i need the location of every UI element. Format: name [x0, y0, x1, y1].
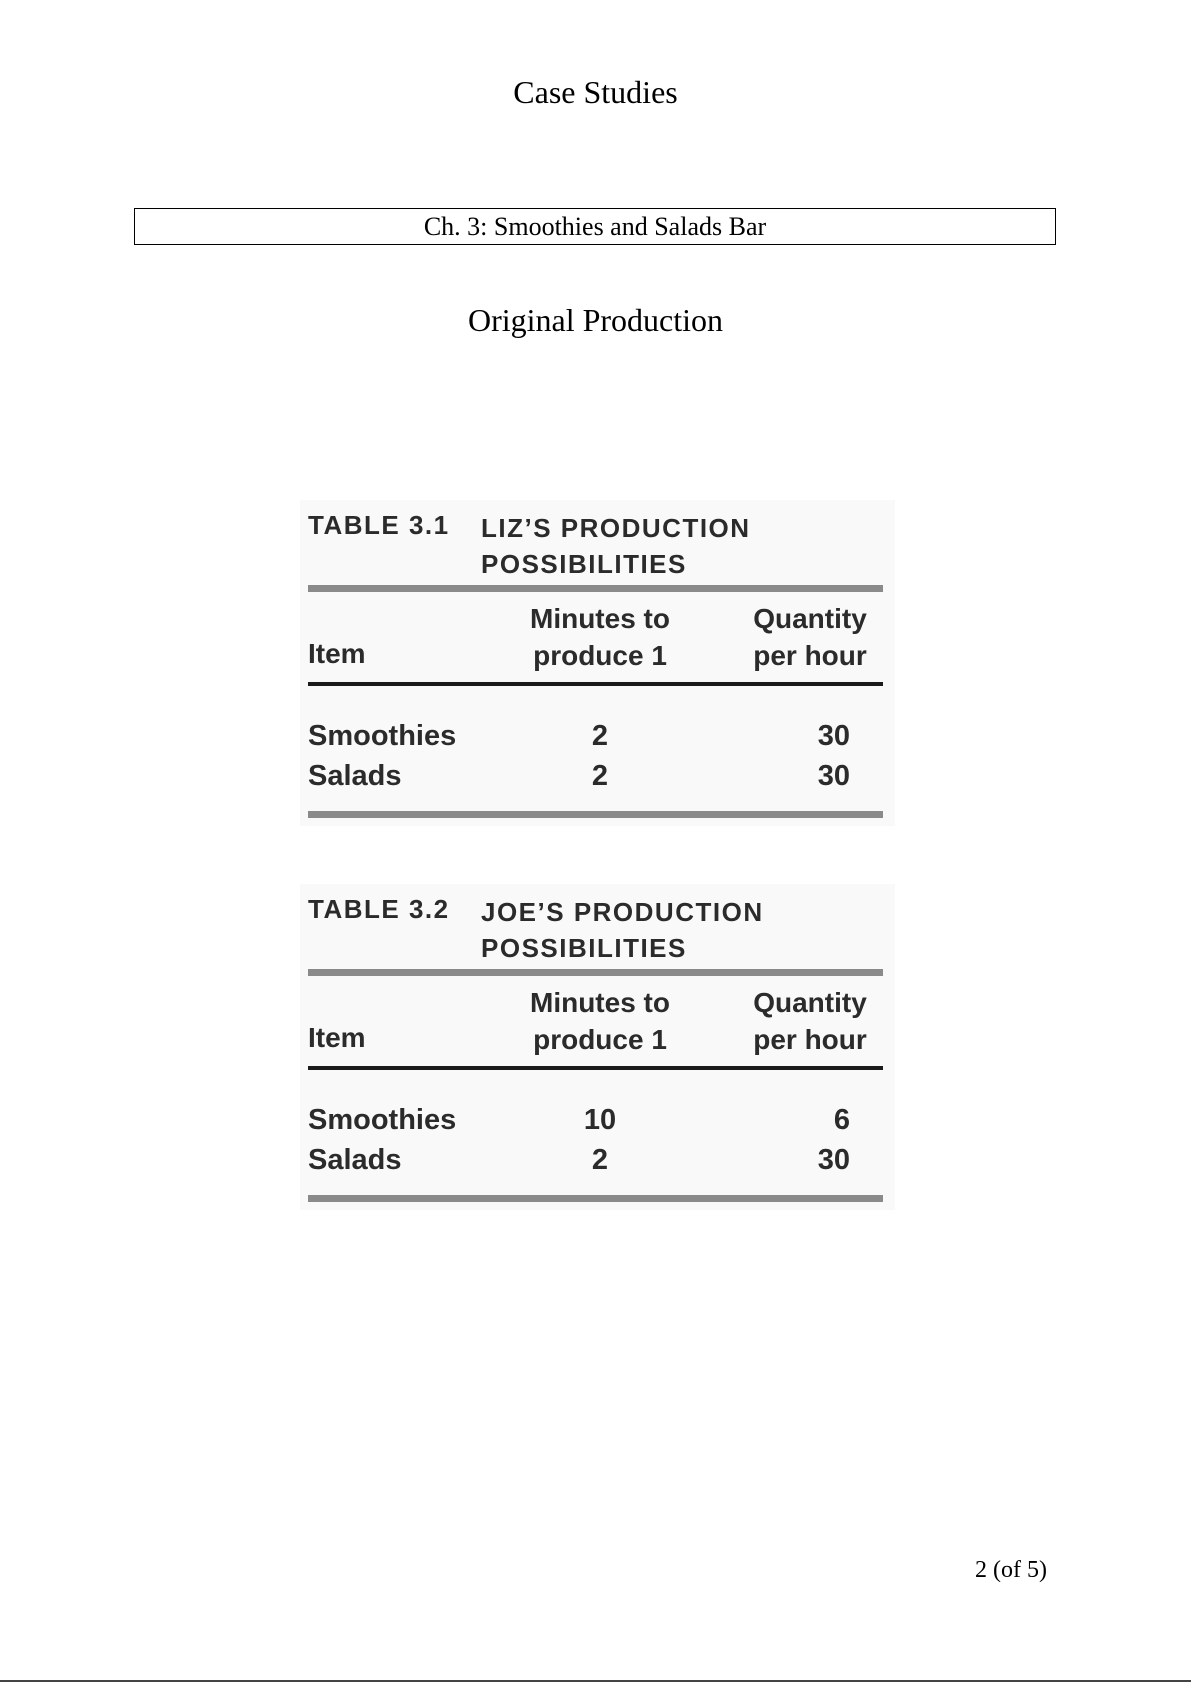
header-minutes: [500, 600, 700, 674]
table-title-line-2: POSSIBILITIES: [481, 549, 687, 579]
header-minutes-line-2: produce 1: [533, 1024, 667, 1055]
table-title-line-1: JOE’S PRODUCTION: [481, 897, 764, 927]
header-minutes-line-2: produce 1: [533, 640, 667, 671]
table-top-rule: [308, 585, 883, 592]
row-minutes-cell: 2: [591, 1144, 609, 1176]
header-item: Item: [308, 1022, 366, 1053]
table-title: [481, 510, 881, 582]
header-rule: [308, 682, 883, 686]
page-number: 2 (of 5): [975, 1557, 1047, 1583]
row-quantity-cell: 30: [817, 1144, 850, 1176]
row-quantity-cell: 6: [833, 1104, 850, 1136]
table-3-1: [300, 500, 895, 826]
header-minutes-line-1: Minutes to: [530, 603, 670, 634]
row-quantity-cell: 30: [817, 720, 850, 752]
section-heading: Original Production: [467, 302, 724, 338]
table-number: TABLE 3.1: [308, 510, 450, 540]
header-rule: [308, 1066, 883, 1070]
header-quantity-line-2: per hour: [753, 640, 867, 671]
chapter-heading: Ch. 3: Smoothies and Salads Bar: [423, 212, 767, 241]
scan-edge-line: [0, 1680, 1191, 1682]
table-bottom-rule: [308, 1195, 883, 1202]
row-item-cell: Smoothies: [308, 1104, 457, 1136]
row-item-cell: Smoothies: [308, 720, 457, 752]
row-item-cell: Salads: [308, 760, 402, 792]
row-quantity-cell: 30: [817, 760, 850, 792]
document-title: Case Studies: [513, 74, 678, 110]
header-quantity: [740, 984, 880, 1058]
header-item: Item: [308, 638, 366, 669]
header-quantity-line-1: Quantity: [753, 603, 867, 634]
header-minutes-line-1: Minutes to: [530, 987, 670, 1018]
row-minutes-cell: 2: [591, 720, 609, 752]
row-minutes-cell: 10: [583, 1104, 617, 1136]
table-number: TABLE 3.2: [308, 894, 450, 924]
table-bottom-rule: [308, 811, 883, 818]
table-top-rule: [308, 969, 883, 976]
header-quantity-line-1: Quantity: [753, 987, 867, 1018]
header-quantity-line-2: per hour: [753, 1024, 867, 1055]
row-item-cell: Salads: [308, 1144, 402, 1176]
chapter-heading-box: [134, 208, 1056, 245]
header-quantity: [740, 600, 880, 674]
table-3-2: [300, 884, 895, 1210]
table-title-line-2: POSSIBILITIES: [481, 933, 687, 963]
table-title-line-1: LIZ’S PRODUCTION: [481, 513, 751, 543]
table-title: [481, 894, 881, 966]
row-minutes-cell: 2: [591, 760, 609, 792]
header-minutes: [500, 984, 700, 1058]
